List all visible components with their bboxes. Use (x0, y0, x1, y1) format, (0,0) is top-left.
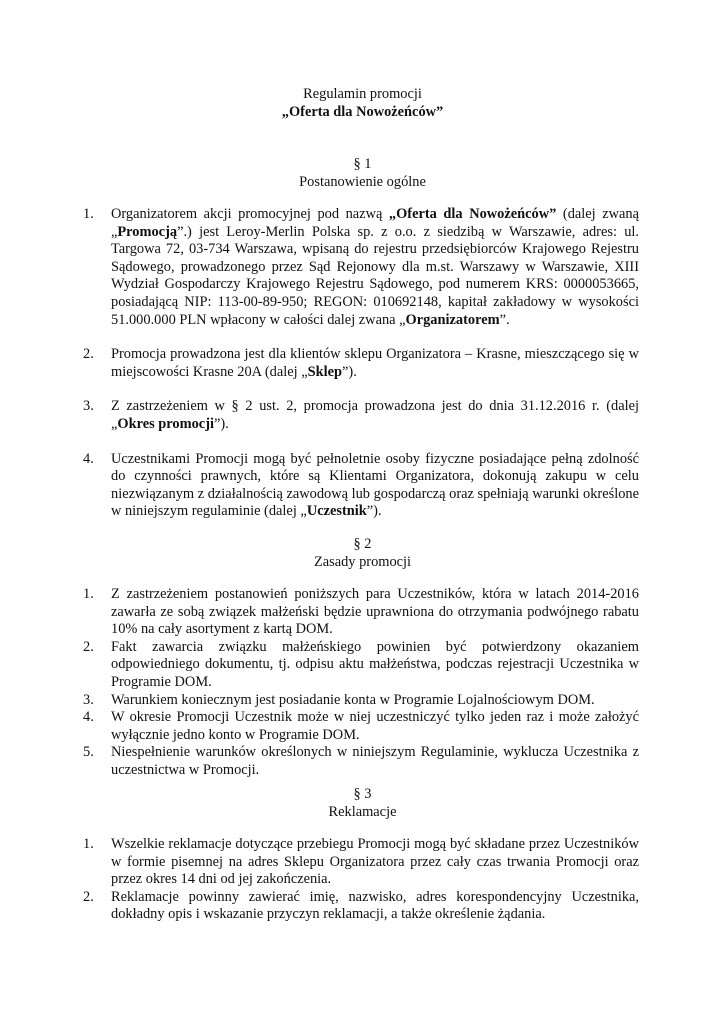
list-item: 2. Fakt zawarcia związku małżeńskiego powinien być potwierdzony okazaniem odpowiedniego dokumentu, tj. odpisu aktu małżeństwa, podczas rejestracji Uczestnika w Programie DOM. (83, 638, 639, 690)
section-symbol: § 2 (353, 536, 372, 552)
section-2-heading (0, 536, 725, 571)
list-item: 1. Z zastrzeżeniem postanowień poniższych para Uczestników, która w latach 2014-2016 zawarła ze sobą związek małżeński będzie uprawniona do otrzymania podwójnego rabatu 10% na cały asortyment z kartą DOM. (83, 586, 639, 638)
list-item: 3. Z zastrzeżeniem w § 2 ust. 2, promocja prowadzona jest do dnia 31.12.2016 r. (dalej „Okres promocji”). (83, 398, 639, 432)
list-item: 4. Uczestnikami Promocji mogą być pełnoletnie osoby fizyczne posiadające pełną zdolność do czynności prawnych, które są Klientami Organizatora, dokonują zakupu w celu niezwiązanym z działalnością zawodową lub gospodarczą oraz spełniają warunki określone w niniejszym regulaminie (dalej „Uczestnik”). (83, 450, 639, 520)
section-2-list (0, 586, 639, 780)
list-item: 5. Niespełnienie warunków określonych w niniejszym Regulaminie, wyklucza Uczestnika z uczestnictwa w Promocji. (83, 744, 639, 778)
list-item: 4. W okresie Promocji Uczestnik może w niej uczestniczyć tylko jeden raz i może założyć wyłącznie jedno konto w Programie DOM. (83, 709, 639, 743)
section-symbol: § 1 (353, 156, 372, 172)
section-title: Zasady promocji (313, 553, 412, 570)
section-3-list (0, 836, 639, 924)
section-3-heading (0, 786, 725, 821)
list-item: 1. Wszelkie reklamacje dotyczące przebiegu Promocji mogą być składane przez Uczestników w formie pisemnej na adres Sklepu Organizatora przez cały czas trwania Promocji oraz przez okres 14 dni od jej zakończenia. (83, 836, 639, 888)
section-title: Postanowienie ogólne (299, 173, 426, 190)
document-title: Regulamin promocji (303, 86, 422, 102)
document-header (0, 86, 725, 121)
list-item: 2. Promocja prowadzona jest dla klientów sklepu Organizatora – Krasne, mieszczącego się w miejscowości Krasne 20A (dalej „Sklep”). (83, 346, 639, 380)
list-item: 1. Organizatorem akcji promocyjnej pod nazwą „Oferta dla Nowożeńców” (dalej zwaną „Promocją”.) jest Leroy-Merlin Polska sp. z o.o. z siedzibą w Warszawie, adres: ul. Targowa 72, 03-734 Warszawa, wpisaną do rejestru przedsiębiorców Krajowego Rejestru Sądowego, prowadzonego przez Sąd Rejonowy dla m.st. Warszawy w Warszawie, XIII Wydział Gospodarczy Krajowego Rejestru Sądowego, pod numerem KRS: 0000053665, posiadającą NIP: 113-00-89-950; REGON: 010692148, kapitał zakładowy w wysokości 51.000.000 PLN wpłacony w całości dalej zwana „Organizatorem”. (83, 206, 639, 328)
section-1-heading (0, 156, 725, 191)
section-symbol: § 3 (353, 786, 372, 802)
list-item: 3. Warunkiem koniecznym jest posiadanie konta w Programie Lojalnościowym DOM. (83, 691, 595, 708)
section-1-list (0, 206, 639, 521)
section-title: Reklamacje (328, 803, 397, 820)
document-subtitle: „Oferta dla Nowożeńców” (281, 103, 444, 120)
list-item: 2. Reklamacje powinny zawierać imię, nazwisko, adres korespondencyjny Uczestnika, dokładny opis i wskazanie przyczyn reklamacji, a także określenie żądania. (83, 888, 639, 923)
